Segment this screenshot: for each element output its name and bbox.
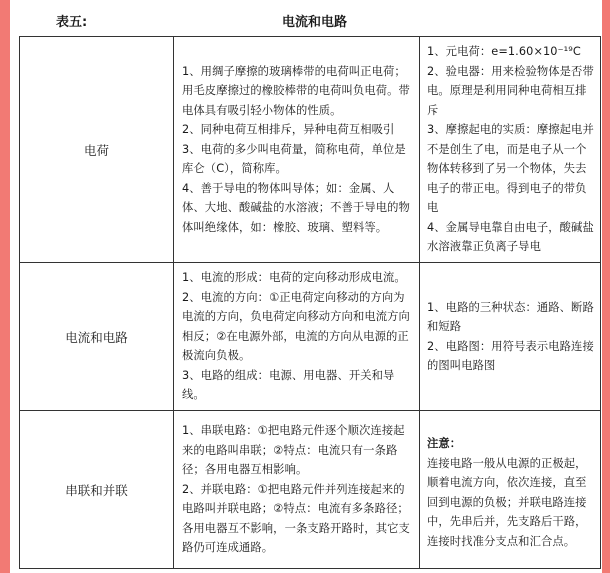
note-item: 2、电路图：用符号表示电路连接的图叫电路图 <box>427 339 594 372</box>
note-item: 1、元电荷：e=1.60×10⁻¹⁹C <box>427 45 581 59</box>
note-heading: 注意： <box>427 437 462 450</box>
table-row <box>20 263 601 411</box>
knowledge-table <box>19 36 601 569</box>
content-item: 2、电流的方向：①正电荷定向移动的方向为电流的方向，负电荷定向移动方向和电流方向相反；②在电源外部，电流的方向从电源的正极流向负极。 <box>182 290 410 363</box>
row-notes-current-circuit <box>420 263 601 411</box>
content-item: 1、串联电路：①把电路元件逐个顺次连接起来的电路叫串联；②特点：电流只有一条路径；各用电器互相影响。 <box>182 424 405 477</box>
document-page <box>10 0 602 573</box>
row-name-charge: 电荷 <box>20 37 174 263</box>
content-item: 1、电流的形成：电荷的定向移动形成电流。 <box>182 271 406 285</box>
table-label: 表五: <box>56 15 88 30</box>
row-content-series-parallel <box>174 411 420 569</box>
row-name-current-circuit: 电流和电路 <box>20 263 174 411</box>
row-content-charge <box>174 37 420 263</box>
content-item: 3、电路的组成：电源、用电器、开关和导线。 <box>182 368 395 402</box>
note-item: 1、电路的三种状态：通路、断路和短路 <box>427 300 594 333</box>
table-row <box>20 37 601 263</box>
table-header <box>10 0 602 36</box>
row-content-current-circuit <box>174 263 420 411</box>
note-item: 3、摩擦起电的实质：摩擦起电并不是创生了电，而是电子从一个物体转移到了另一个物体，失去电子的带正电。得到电子的带负电 <box>427 123 594 215</box>
note-item: 连接电路一般从电源的正极起，顺着电流方向，依次连接，直至回到电源的负极；并联电路连接中，先串后并，先支路后干路，连接时找准分支点和汇合点。 <box>427 456 587 548</box>
content-item: 2、并联电路：①把电路元件并列连接起来的电路叫并联电路；②特点：电流有多条路径；各用电器互不影响，一条支路开路时，其它支路仍可连成通路。 <box>182 482 410 555</box>
row-name-series-parallel: 串联和并联 <box>20 411 174 569</box>
content-item: 3、电荷的多少叫电荷量，简称电荷，单位是库仑（C），简称库。 <box>182 142 406 176</box>
row-notes-charge <box>420 37 601 263</box>
content-item: 4、善于导电的物体叫导体；如：金属、人体、大地、酸碱盐的水溶液；不善于导电的物体叫绝缘体，如：橡胶、玻璃、塑料等。 <box>182 181 410 234</box>
content-item: 2、同种电荷互相排斥，异种电荷互相吸引 <box>182 123 395 137</box>
table-row <box>20 411 601 569</box>
note-item: 2、验电器：用来检验物体是否带电。原理是利用同种电荷相互排斥 <box>427 64 594 117</box>
content-item: 1、用绸子摩擦的玻璃棒带的电荷叫正电荷；用毛皮摩擦过的橡胶棒带的电荷叫负电荷。带电体具有吸引轻小物体的性质。 <box>182 64 410 117</box>
row-notes-series-parallel <box>420 411 601 569</box>
note-item: 4、金属导电靠自由电子，酸碱盐水溶液靠正负离子导电 <box>427 220 594 254</box>
table-title: 电流和电路 <box>282 15 348 30</box>
